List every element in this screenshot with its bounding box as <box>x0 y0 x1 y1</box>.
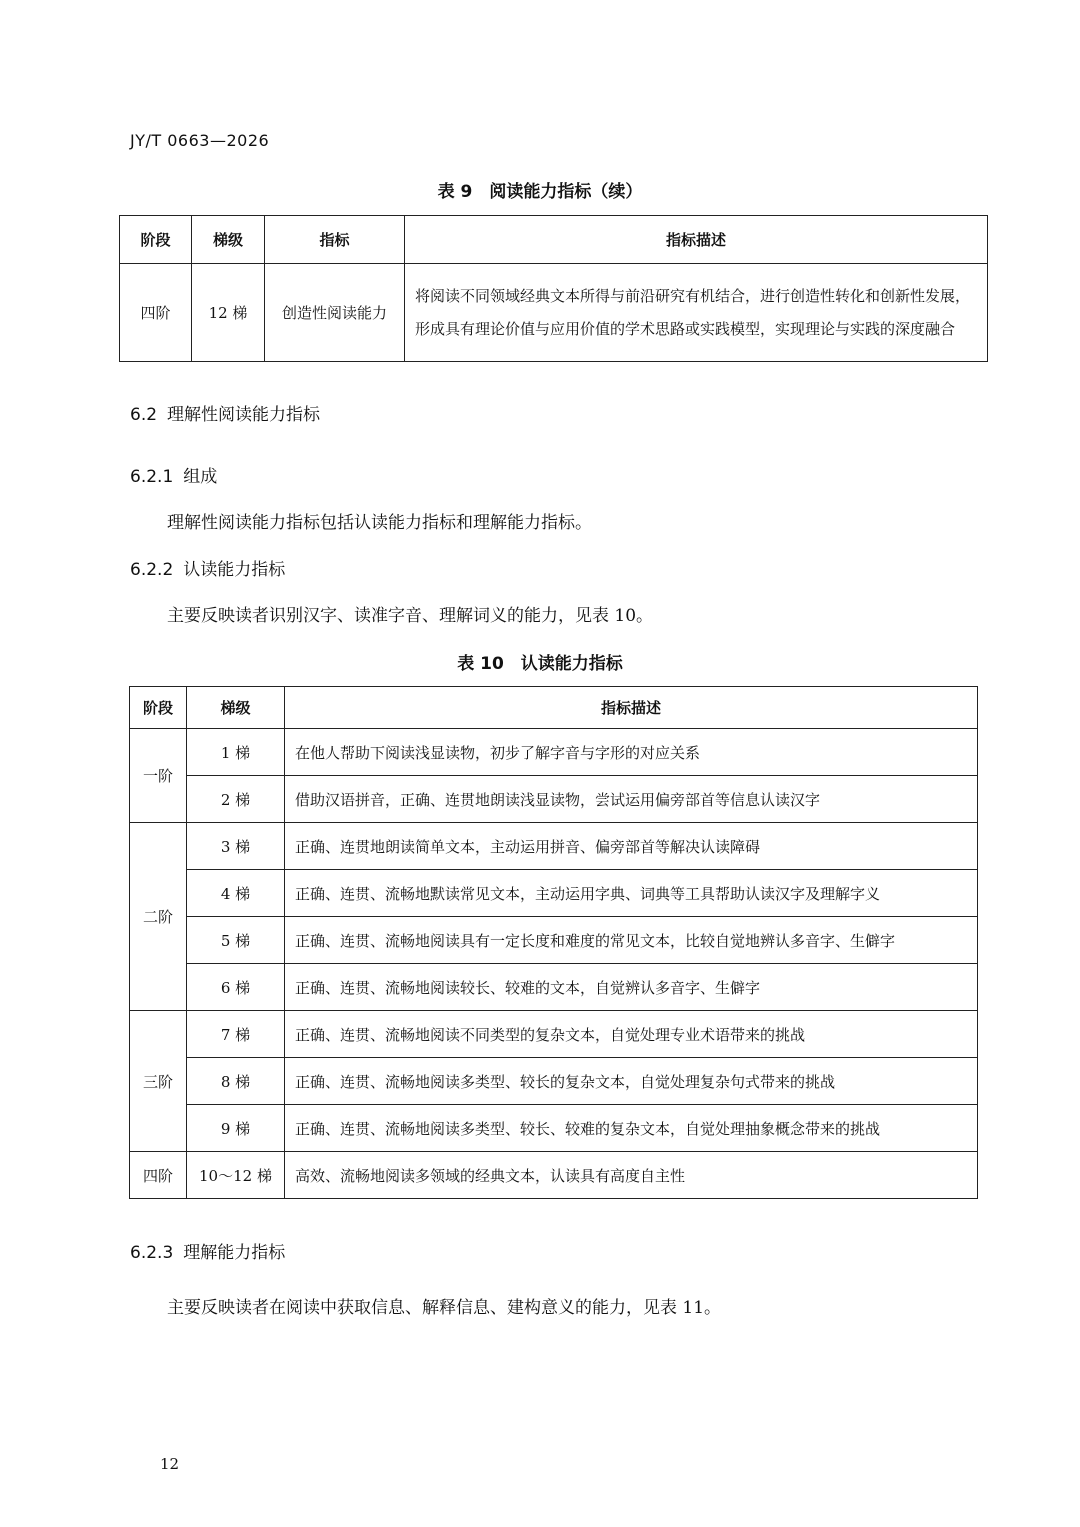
table10-stage: 二阶 <box>130 823 187 1011</box>
table-row <box>130 729 978 776</box>
table-row <box>130 964 978 1011</box>
table10-description: 正确、连贯地朗读简单文本，主动运用拼音、偏旁部首等解决认读障碍 <box>285 823 978 870</box>
table9-header-description: 指标描述 <box>405 216 988 264</box>
table10-level: 7 梯 <box>187 1011 285 1058</box>
table9-stage: 四阶 <box>120 264 192 362</box>
table-row <box>130 870 978 917</box>
table9-caption: 表 9 阅读能力指标（续） <box>437 182 643 202</box>
table10-level: 10～12 梯 <box>187 1152 285 1199</box>
section-title: 理解性阅读能力指标 <box>167 405 321 425</box>
table9-header-indicator: 指标 <box>265 216 405 264</box>
document-code: JY/T 0663—2026 <box>130 131 270 150</box>
section-number: 6.2 <box>130 405 158 425</box>
table10-description: 正确、连贯、流畅地阅读多类型、较长的复杂文本，自觉处理复杂句式带来的挑战 <box>285 1058 978 1105</box>
table10-level: 3 梯 <box>187 823 285 870</box>
table-row <box>130 1058 978 1105</box>
table10-level: 5 梯 <box>187 917 285 964</box>
table9-header-level: 梯级 <box>192 216 265 264</box>
section-number: 6.2.2 <box>130 560 174 580</box>
table-row <box>130 917 978 964</box>
section-title: 组成 <box>183 467 218 487</box>
table9-header-stage: 阶段 <box>120 216 192 264</box>
table9-description: 将阅读不同领域经典文本所得与前沿研究有机结合，进行创造性转化和创新性发展，形成具有理论价值与应用价值的学术思路或实践模型，实现理论与实践的深度融合 <box>405 264 988 362</box>
table10-level: 4 梯 <box>187 870 285 917</box>
table10-level: 1 梯 <box>187 729 285 776</box>
table10-description: 正确、连贯、流畅地默读常见文本，主动运用字典、词典等工具帮助认读汉字及理解字义 <box>285 870 978 917</box>
section-number: 6.2.1 <box>130 467 174 487</box>
table10-stage: 四阶 <box>130 1152 187 1199</box>
table-row <box>130 1105 978 1152</box>
table10-description: 在他人帮助下阅读浅显读物，初步了解字音与字形的对应关系 <box>285 729 978 776</box>
table10-description: 借助汉语拼音，正确、连贯地朗读浅显读物，尝试运用偏旁部首等信息认读汉字 <box>285 776 978 823</box>
paragraph-6-2-1: 理解性阅读能力指标包括认读能力指标和理解能力指标。 <box>167 513 592 533</box>
table-row <box>130 823 978 870</box>
section-6-2-3-heading <box>130 1238 285 1263</box>
table10-description: 正确、连贯、流畅地阅读不同类型的复杂文本，自觉处理专业术语带来的挑战 <box>285 1011 978 1058</box>
table10-header-stage: 阶段 <box>130 687 187 729</box>
section-title: 认读能力指标 <box>183 560 286 580</box>
table10-header-level: 梯级 <box>187 687 285 729</box>
paragraph-6-2-2: 主要反映读者识别汉字、读准字音、理解词义的能力，见表 10。 <box>167 606 654 626</box>
table10-level: 6 梯 <box>187 964 285 1011</box>
table10-description: 正确、连贯、流畅地阅读较长、较难的文本，自觉辨认多音字、生僻字 <box>285 964 978 1011</box>
table10-level: 2 梯 <box>187 776 285 823</box>
section-6-2-1-heading <box>130 462 217 487</box>
table-row <box>130 776 978 823</box>
section-6-2-2-heading <box>130 555 285 580</box>
table9-header-row <box>120 216 988 264</box>
table10-description: 正确、连贯、流畅地阅读具有一定长度和难度的常见文本，比较自觉地辨认多音字、生僻字 <box>285 917 978 964</box>
table10-header-row <box>130 687 978 729</box>
paragraph-6-2-3: 主要反映读者在阅读中获取信息、解释信息、建构意义的能力，见表 11。 <box>167 1298 722 1318</box>
table9 <box>119 215 988 362</box>
table10-stage: 三阶 <box>130 1011 187 1152</box>
section-number: 6.2.3 <box>130 1243 174 1263</box>
table-row <box>130 1011 978 1058</box>
table-row <box>130 1152 978 1199</box>
table9-indicator: 创造性阅读能力 <box>265 264 405 362</box>
table10-level: 8 梯 <box>187 1058 285 1105</box>
table10-description: 高效、流畅地阅读多领域的经典文本，认读具有高度自主性 <box>285 1152 978 1199</box>
table10-stage: 一阶 <box>130 729 187 823</box>
section-6-2-heading <box>130 400 320 425</box>
page-number: 12 <box>160 1455 180 1473</box>
table10 <box>129 686 978 1199</box>
table9-level: 12 梯 <box>192 264 265 362</box>
section-title: 理解能力指标 <box>183 1243 286 1263</box>
table10-level: 9 梯 <box>187 1105 285 1152</box>
table10-description: 正确、连贯、流畅地阅读多类型、较长、较难的复杂文本，自觉处理抽象概念带来的挑战 <box>285 1105 978 1152</box>
table-row <box>120 264 988 362</box>
table10-caption: 表 10 认读能力指标 <box>457 654 623 674</box>
table10-header-description: 指标描述 <box>285 687 978 729</box>
